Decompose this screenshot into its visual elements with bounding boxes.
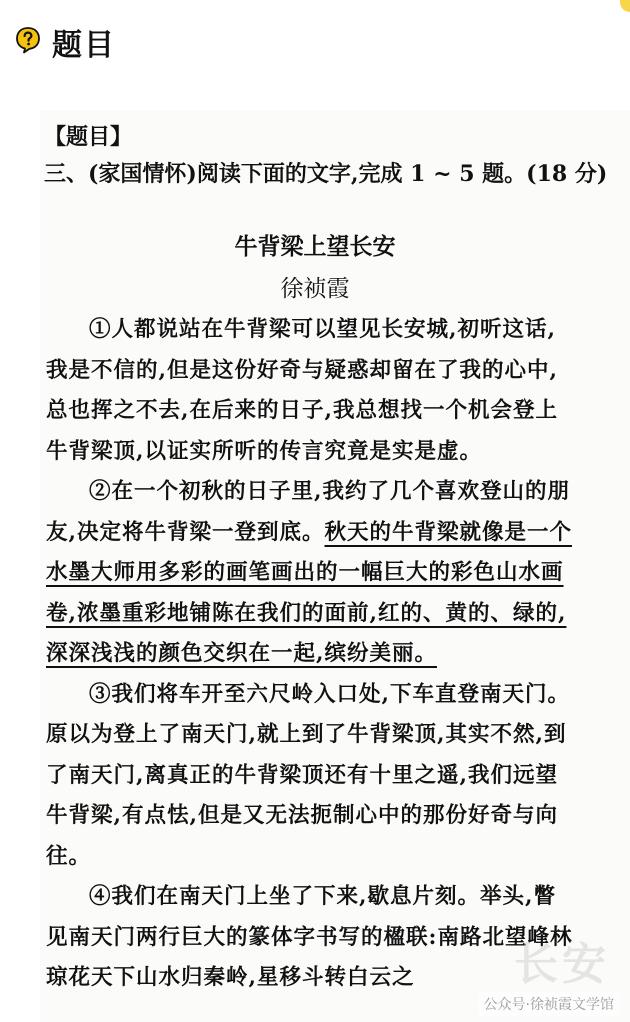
article-author: 徐祯霞: [280, 276, 350, 302]
paragraph-2-text: ②在一个初秋的日子里,我约了几个喜欢登山的朋友,决定将牛背梁一登到底。: [46, 479, 570, 545]
paragraph-3: [46, 675, 576, 878]
article-body: [46, 310, 576, 999]
paragraph-2: [46, 472, 576, 675]
underlined-sentence: 秋天的牛背梁就像是一个水墨大师用多彩的画笔画出的一幅巨大的彩色山水画卷,浓墨重彩地铺陈在我们的面前,红的、黄的、绿的,深深浅浅的颜色交织在一起,缤纷美丽。: [46, 519, 573, 666]
paragraph-1: [46, 310, 576, 472]
paragraph-4: [46, 877, 576, 999]
watermark: 公众号·徐祯霞文学馆: [478, 992, 620, 1016]
paragraph-1-text: ①人都说站在牛背梁可以望见长安城,初听这话,我是不信的,但是这份好奇与疑惑却留在了我的心中,总也挥之不去,在后来的日子,我总想找一个机会登上牛背梁顶,以证实所听的传言究竟是实是虚。: [46, 317, 558, 464]
article-title: 牛背梁上望长安: [234, 233, 396, 260]
document-scan: [0, 110, 630, 1022]
question-icon: [14, 26, 42, 54]
question-intro: 三、(家国情怀)阅读下面的文字,完成 1 ~ 5 题。(18 分): [44, 161, 608, 187]
header-title: 题目: [52, 28, 116, 63]
paragraph-4-text: ④我们在南天门上坐了下来,歇息片刻。举头,瞥见南天门两行巨大的篆体字书写的楹联:南路北望峰林琼花天下山水归秦岭,星移斗转白云之: [46, 884, 573, 990]
watermark-logo: 长安: [514, 939, 610, 990]
paragraph-3-text: ③我们将车开至六尺岭入口处,下车直登南天门。原以为登上了南天门,就上到了牛背梁顶,其实不然,到了南天门,离真正的牛背梁顶还有十里之遥,我们远望牛背梁,有点怯,但是又无法扼制心中的那份好奇与向往。: [46, 681, 570, 869]
bracket-title: 【题目】: [44, 124, 133, 150]
corner-accent: [620, 0, 630, 12]
header: [0, 0, 630, 80]
